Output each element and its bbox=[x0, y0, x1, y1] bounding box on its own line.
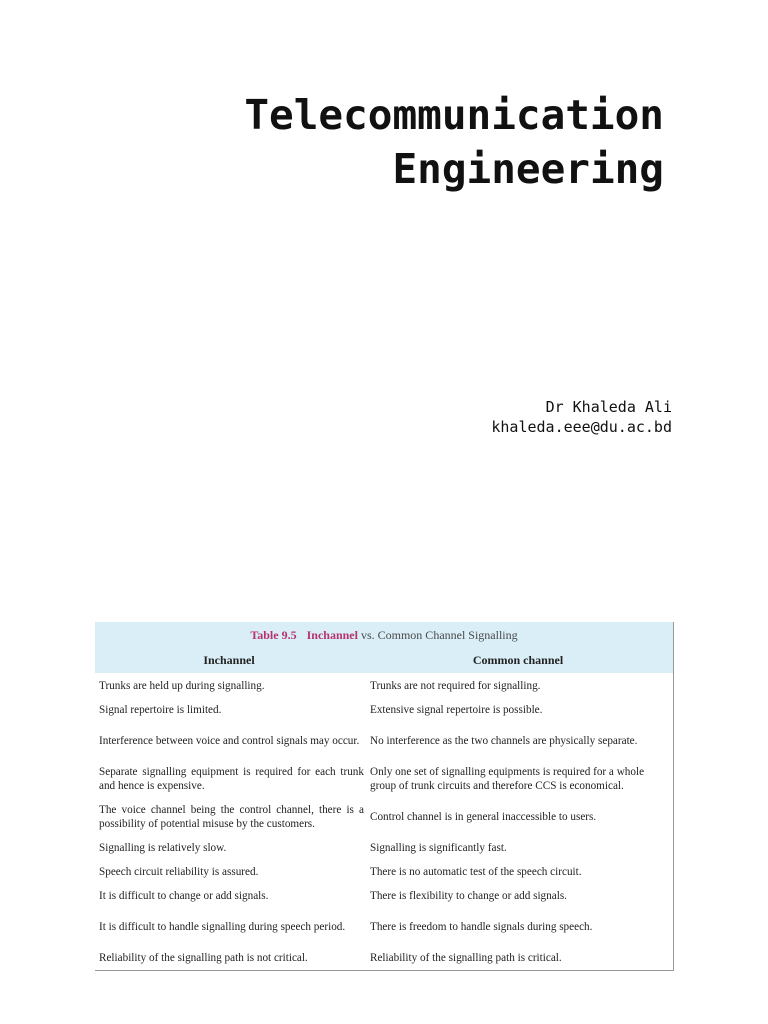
cell-common-channel: Reliability of the signalling path is critical. bbox=[370, 952, 562, 964]
table-row bbox=[95, 908, 673, 946]
header-common-channel: Common channel bbox=[472, 653, 564, 667]
cell-inchannel: Signalling is relatively slow. bbox=[99, 842, 227, 854]
cell-common-channel: There is freedom to handle signals during speech. bbox=[370, 921, 593, 933]
table-row bbox=[95, 722, 673, 760]
table-caption-text: vs. Common Channel Signalling bbox=[357, 628, 518, 642]
author-block bbox=[491, 397, 672, 437]
cell-common-channel: There is flexibility to change or add signals. bbox=[370, 890, 567, 902]
cell-inchannel: It is difficult to handle signalling during speech period. bbox=[99, 921, 346, 933]
author-name: Dr Khaleda Ali bbox=[545, 398, 672, 416]
cell-common-channel: There is no automatic test of the speech circuit. bbox=[370, 866, 582, 878]
title-line-1: Telecommunication bbox=[244, 91, 664, 139]
table-row bbox=[95, 673, 673, 698]
cell-common-channel: Extensive signal repertoire is possible. bbox=[370, 704, 543, 716]
cell-inchannel: Trunks are held up during signalling. bbox=[99, 679, 265, 692]
cell-common-channel: Signalling is significantly fast. bbox=[370, 842, 507, 854]
cell-inchannel: Reliability of the signalling path is not critical. bbox=[99, 952, 308, 964]
cell-inchannel: Interference between voice and control signals may occur. bbox=[99, 735, 360, 747]
document-title bbox=[244, 88, 664, 196]
header-inchannel: Inchannel bbox=[203, 653, 255, 667]
title-line-2: Engineering bbox=[392, 145, 664, 193]
cell-inchannel: Signal repertoire is limited. bbox=[99, 704, 222, 716]
cell-inchannel: It is difficult to change or add signals. bbox=[99, 890, 269, 902]
table-body bbox=[95, 673, 673, 970]
table-row bbox=[95, 760, 673, 798]
table-row bbox=[95, 860, 673, 884]
cell-common-channel: Trunks are not required for signalling. bbox=[370, 679, 541, 692]
table-row bbox=[95, 698, 673, 722]
cell-inchannel: Separate signalling equipment is required for each trunk and hence is expensive. bbox=[99, 766, 364, 792]
table-caption bbox=[95, 622, 673, 647]
cell-common-channel: Only one set of signalling equipments is required for a whole group of trunk circuits and therefore CCS is economical. bbox=[370, 766, 645, 792]
comparison-table bbox=[95, 622, 674, 971]
table-row bbox=[95, 884, 673, 908]
table-number: Table 9.5 bbox=[250, 628, 297, 642]
table-row bbox=[95, 946, 673, 970]
table-row bbox=[95, 836, 673, 860]
cell-common-channel: No interference as the two channels are physically separate. bbox=[370, 735, 638, 747]
table-caption-highlight: Inchannel bbox=[306, 628, 358, 642]
table-header-row bbox=[95, 647, 673, 673]
cell-common-channel: Control channel is in general inaccessible to users. bbox=[370, 811, 597, 823]
cell-inchannel: Speech circuit reliability is assured. bbox=[99, 866, 259, 878]
cell-inchannel: The voice channel being the control channel, there is a possibility of potential misuse by the customers. bbox=[99, 804, 364, 830]
table-row bbox=[95, 798, 673, 836]
author-email: khaleda.eee@du.ac.bd bbox=[491, 418, 672, 436]
